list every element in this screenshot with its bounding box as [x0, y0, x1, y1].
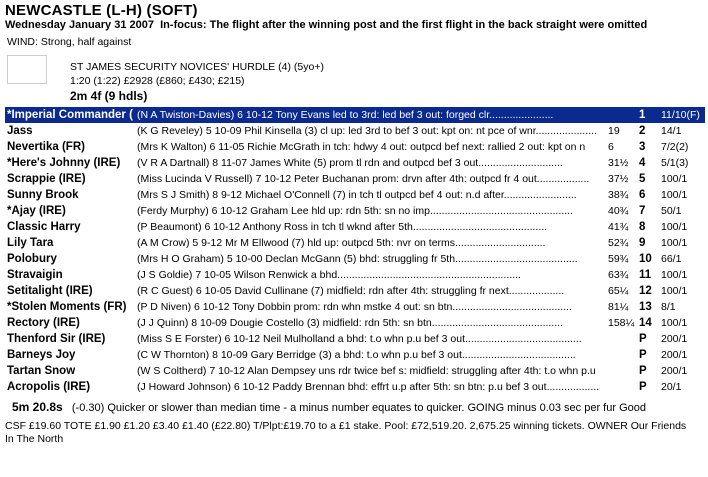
finish-position: 12	[639, 285, 652, 297]
runner-info: (Ferdy Murphy) 6 10-12 Graham Lee hld up: rdn 5th: sn no imp.................................................	[137, 205, 573, 217]
results-table	[5, 107, 705, 395]
runner-info: (Mrs K Walton) 6 11-05 Richie McGrath in tch: hdwy 4 out: outpcd bef next: rallied 2 out: kpt on n	[137, 141, 586, 153]
runner-info: (Miss S E Forster) 6 10-12 Neil Mulholland a bhd: t.o whn p.u bef 3 out........................................	[137, 333, 582, 345]
starting-price: 200/1	[661, 333, 688, 345]
starting-price: 200/1	[661, 349, 688, 361]
beaten-distance: 65¼	[608, 285, 629, 297]
runner-info: (Miss Lucinda V Russell) 7 10-12 Peter Buchanan prom: drvn after 4th: outpcd fr 4 out..................	[137, 173, 590, 185]
horse-name[interactable]: *Here's Johnny (IRE)	[7, 157, 121, 169]
runner-info: (W S Coltherd) 7 10-12 Alan Dempsey uns rdr twice bef s: midfield: struggling after 4th: t.o whn p.u	[137, 365, 596, 377]
runner-info: (A M Crow) 5 9-12 Mr M Ellwood (7) hld up: outpcd 5th: nvr on terms...............................	[137, 237, 546, 249]
beaten-distance: 31½	[608, 157, 629, 169]
table-row[interactable]	[5, 235, 705, 251]
runner-info: (Mrs S J Smith) 8 9-12 Michael O'Connell (7) in tch tl outpcd bef 4 out: n.d after.........................	[137, 189, 577, 201]
table-row[interactable]	[5, 139, 705, 155]
starting-price: 7/2(2)	[661, 141, 689, 153]
beaten-distance: 38¾	[608, 189, 629, 201]
beaten-distance: 59¾	[608, 253, 629, 265]
beaten-distance: 81¼	[608, 301, 629, 313]
finish-position: P	[639, 381, 647, 393]
horse-name[interactable]: Scrappie (IRE)	[7, 173, 86, 185]
starting-price: 20/1	[661, 381, 682, 393]
finish-position: 11	[639, 269, 652, 281]
beaten-distance: 41¾	[608, 221, 629, 233]
horse-name[interactable]: Classic Harry	[7, 221, 81, 233]
runner-info: (N A Twiston-Davies) 6 10-12 Tony Evans led to 3rd: led bef 3 out: forged clr......................	[137, 109, 554, 121]
finish-position: 8	[639, 221, 646, 233]
horse-name[interactable]: *Ajay (IRE)	[7, 205, 66, 217]
finish-position: P	[639, 333, 647, 345]
horse-name[interactable]: Jass	[7, 125, 33, 137]
finish-position: 5	[639, 173, 646, 185]
table-row[interactable]	[5, 267, 705, 283]
finish-position: 10	[639, 253, 652, 265]
starting-price: 8/1	[661, 301, 676, 313]
runner-info: (V R A Dartnall) 8 11-07 James White (5) prom tl rdn and outpcd bef 3 out.............................	[137, 157, 563, 169]
finish-position: 3	[639, 141, 646, 153]
page-title: NEWCASTLE (L-H) (SOFT)	[5, 2, 198, 19]
table-row[interactable]	[5, 315, 705, 331]
beaten-distance: 6	[608, 141, 614, 153]
runner-info: (P Beaumont) 6 10-12 Anthony Ross in tch tl wknd after 5th..............................................	[137, 221, 548, 233]
table-row[interactable]	[5, 347, 705, 363]
horse-name[interactable]: Rectory (IRE)	[7, 317, 80, 329]
starting-price: 100/1	[661, 269, 688, 281]
finish-position: P	[639, 349, 647, 361]
starting-price: 66/1	[661, 253, 682, 265]
infocus-note: In-focus: The flight after the winning post and the first flight in the back straight were omitted	[160, 19, 648, 31]
runner-info: (J Howard Johnson) 6 10-12 Paddy Brennan bhd: effrt u.p after 5th: sn btn: p.u bef 3 out..................	[137, 381, 600, 393]
finish-position: 6	[639, 189, 646, 201]
table-row[interactable]	[5, 251, 705, 267]
table-row[interactable]	[5, 219, 705, 235]
runner-info: (R C Guest) 6 10-05 David Cullinane (7) midfield: rdn after 4th: struggling fr next...................	[137, 285, 565, 297]
starting-price: 11/10(F)	[661, 109, 700, 121]
table-row[interactable]	[5, 379, 705, 395]
runner-info: (K G Reveley) 5 10-09 Phil Kinsella (3) cl up: led 3rd to bef 3 out: kpt on: nt pce of wnr.....................	[137, 125, 597, 137]
race-time-prizes: 1:20 (1:22) £2928 (£860; £430; £215)	[70, 75, 245, 87]
starting-price: 100/1	[661, 285, 688, 297]
dividends-footer: CSF £19.60 TOTE £1.90 £1.20 £3.40 £1.40 (£22.80) T/Plpt:£19.70 to a £1 stake. Pool: £72,519.20. 2,675.25 winning tickets. OWNER Our Friends In The North	[5, 420, 687, 445]
table-row[interactable]	[5, 283, 705, 299]
starting-price: 100/1	[661, 237, 688, 249]
table-row[interactable]	[5, 171, 705, 187]
horse-name[interactable]: Sunny Brook	[7, 189, 79, 201]
table-row[interactable]	[5, 123, 705, 139]
starting-price: 50/1	[661, 205, 682, 217]
finish-position: 1	[639, 109, 646, 121]
starting-price: 100/1	[661, 173, 688, 185]
horse-name[interactable]: *Imperial Commander (	[7, 109, 133, 121]
table-row[interactable]	[5, 187, 705, 203]
horse-name[interactable]: Acropolis (IRE)	[7, 381, 91, 393]
beaten-distance: 52¾	[608, 237, 629, 249]
horse-name[interactable]: Thenford Sir (IRE)	[7, 333, 106, 345]
finish-position: 9	[639, 237, 646, 249]
finish-position: 7	[639, 205, 646, 217]
starting-price: 100/1	[661, 189, 688, 201]
finish-position: P	[639, 365, 647, 377]
beaten-distance: 19	[608, 125, 620, 137]
starting-price: 5/1(3)	[661, 157, 689, 169]
horse-name[interactable]: Stravaigin	[7, 269, 63, 281]
runner-info: (P D Niven) 6 10-12 Tony Dobbin prom: rdn whn mstke 4 out: sn btn.........................................	[137, 301, 572, 313]
beaten-distance: 158¼	[608, 317, 635, 329]
beaten-distance: 37½	[608, 173, 629, 185]
runner-info: (C W Thornton) 8 10-09 Gary Berridge (3) a bhd: t.o whn p.u bef 3 out.......................................	[137, 349, 576, 361]
runner-info: (J S Goldie) 7 10-05 Wilson Renwick a bhd...............................................................	[137, 269, 521, 281]
finish-position: 13	[639, 301, 652, 313]
race-name: ST JAMES SECURITY NOVICES' HURDLE (4) (5yo+)	[70, 61, 324, 73]
runner-info: (J J Quinn) 8 10-09 Dougie Costello (3) midfield: rdn 5th: sn btn.............................................	[137, 317, 564, 329]
table-row[interactable]	[5, 363, 705, 379]
silk-image	[7, 55, 47, 84]
table-row[interactable]	[5, 155, 705, 171]
runner-info: (Mrs H O Graham) 5 10-00 Declan McGann (5) bhd: struggling fr 5th..........................................	[137, 253, 578, 265]
horse-name[interactable]: Setitalight (IRE)	[7, 285, 93, 297]
starting-price: 14/1	[661, 125, 682, 137]
race-distance: 2m 4f (9 hdls)	[70, 89, 148, 103]
horse-name[interactable]: Tartan Snow	[7, 365, 76, 377]
beaten-distance: 63¾	[608, 269, 629, 281]
beaten-distance: 40¾	[608, 205, 629, 217]
horse-name[interactable]: Barneys Joy	[7, 349, 76, 361]
starting-price: 100/1	[661, 221, 688, 233]
finish-position: 4	[639, 157, 646, 169]
horse-name[interactable]: Nevertika (FR)	[7, 141, 85, 153]
table-row[interactable]	[5, 331, 705, 347]
winning-time: 5m 20.8s	[12, 400, 63, 414]
race-date: Wednesday January 31 2007	[5, 19, 154, 31]
time-note: (-0.30) Quicker or slower than median time - a minus number equates to quicker. GOING minus 0.03 sec per fur Good	[71, 402, 646, 414]
table-row[interactable]	[5, 203, 705, 219]
starting-price: 100/1	[661, 317, 688, 329]
horse-name[interactable]: Polobury	[7, 253, 57, 265]
starting-price: 200/1	[661, 365, 688, 377]
date-line	[5, 19, 647, 31]
wind-info: WIND: Strong, half against	[7, 36, 132, 48]
horse-name[interactable]: Lily Tara	[7, 237, 54, 249]
race-time-line	[12, 400, 646, 414]
finish-position: 14	[639, 317, 652, 329]
horse-name[interactable]: *Stolen Moments (FR)	[7, 301, 127, 313]
finish-position: 2	[639, 125, 646, 137]
table-row[interactable]	[5, 299, 705, 315]
table-row-selected[interactable]	[5, 107, 705, 123]
